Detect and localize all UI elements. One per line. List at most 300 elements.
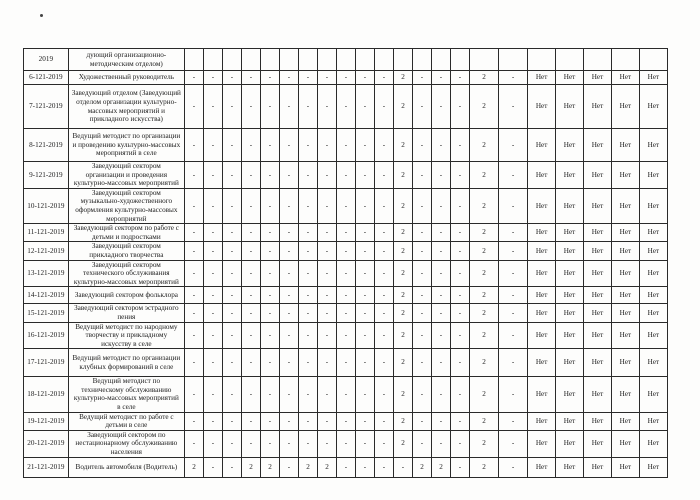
- table-cell: -: [222, 162, 241, 189]
- table-cell: -: [203, 188, 222, 223]
- table-cell: -: [336, 71, 355, 85]
- table-cell: Нет: [528, 260, 556, 287]
- table-cell: Нет: [556, 377, 584, 412]
- table-cell: -: [499, 224, 528, 242]
- table-cell: 2: [393, 224, 412, 242]
- table-cell: -: [412, 162, 431, 189]
- table-cell: Нет: [528, 349, 556, 377]
- table-cell: 2: [469, 349, 498, 377]
- table-cell: -: [260, 287, 279, 304]
- table-cell: 2: [393, 242, 412, 260]
- table-cell: -: [450, 85, 469, 129]
- table-cell: 2: [469, 287, 498, 304]
- row-position-title: Заведующий сектором организации и проведения культурно-массовых мероприятий: [68, 162, 184, 189]
- table-cell: -: [222, 322, 241, 349]
- row-code: 9-121-2019: [24, 162, 69, 189]
- row-code: 2019: [24, 49, 69, 71]
- row-code: 19-121-2019: [24, 412, 69, 430]
- table-cell: [184, 49, 203, 71]
- table-cell: -: [412, 129, 431, 162]
- table-cell: -: [355, 304, 374, 322]
- table-cell: [222, 49, 241, 71]
- table-cell: -: [374, 457, 393, 477]
- table-cell: -: [260, 430, 279, 457]
- row-position-title: Заведующий сектором по работе с детьми и подростками: [68, 224, 184, 242]
- table-cell: 2: [431, 457, 450, 477]
- table-cell: -: [317, 260, 336, 287]
- table-row: [24, 85, 668, 129]
- table-cell: -: [184, 412, 203, 430]
- table-cell: -: [336, 377, 355, 412]
- table-cell: -: [374, 322, 393, 349]
- table-cell: Нет: [583, 224, 611, 242]
- row-position-title: Ведущий методист по организации клубных формирований в селе: [68, 349, 184, 377]
- table-cell: -: [279, 224, 298, 242]
- scan-speck: [40, 14, 43, 17]
- table-cell: Нет: [611, 85, 639, 129]
- table-cell: -: [336, 129, 355, 162]
- table-cell: -: [279, 242, 298, 260]
- table-cell: 2: [412, 457, 431, 477]
- table-cell: Нет: [556, 430, 584, 457]
- table-cell: -: [317, 412, 336, 430]
- table-cell: Нет: [639, 71, 667, 85]
- table-cell: 2: [393, 349, 412, 377]
- table-cell: -: [355, 412, 374, 430]
- table-cell: -: [203, 162, 222, 189]
- table-cell: -: [431, 349, 450, 377]
- row-code: 20-121-2019: [24, 430, 69, 457]
- table-cell: -: [279, 457, 298, 477]
- table-cell: -: [222, 260, 241, 287]
- table-cell: -: [499, 412, 528, 430]
- table-cell: -: [184, 242, 203, 260]
- table-cell: -: [260, 260, 279, 287]
- table-cell: Нет: [556, 71, 584, 85]
- table-cell: -: [499, 322, 528, 349]
- table-cell: -: [355, 129, 374, 162]
- table-cell: -: [431, 129, 450, 162]
- table-cell: -: [450, 457, 469, 477]
- table-cell: Нет: [583, 188, 611, 223]
- table-cell: -: [298, 349, 317, 377]
- table-cell: -: [499, 242, 528, 260]
- table-cell: [639, 49, 667, 71]
- table-cell: -: [298, 304, 317, 322]
- table-cell: -: [241, 85, 260, 129]
- row-position-title: Заведующий отделом (Заведующий отделом организации культурно-массовых мероприятий и прикладного искусства): [68, 85, 184, 129]
- table-cell: -: [374, 162, 393, 189]
- table-cell: Нет: [583, 322, 611, 349]
- table-cell: -: [412, 377, 431, 412]
- table-cell: Нет: [528, 322, 556, 349]
- table-cell: -: [450, 322, 469, 349]
- table-cell: Нет: [528, 430, 556, 457]
- table-cell: -: [431, 322, 450, 349]
- table-cell: -: [450, 224, 469, 242]
- table-cell: -: [450, 430, 469, 457]
- table-cell: Нет: [639, 457, 667, 477]
- table-cell: -: [412, 242, 431, 260]
- table-cell: [412, 49, 431, 71]
- table-cell: -: [241, 287, 260, 304]
- table-cell: -: [374, 430, 393, 457]
- table-cell: -: [298, 129, 317, 162]
- table-cell: -: [184, 71, 203, 85]
- table-cell: -: [203, 412, 222, 430]
- table-cell: Нет: [528, 242, 556, 260]
- row-code: 11-121-2019: [24, 224, 69, 242]
- table-cell: 2: [469, 322, 498, 349]
- table-cell: 2: [469, 129, 498, 162]
- table-cell: -: [203, 71, 222, 85]
- table-cell: Нет: [528, 377, 556, 412]
- table-cell: -: [499, 377, 528, 412]
- table-cell: Нет: [556, 457, 584, 477]
- table-cell: -: [260, 188, 279, 223]
- table-cell: 2: [393, 377, 412, 412]
- table-cell: -: [203, 224, 222, 242]
- table-cell: Нет: [556, 260, 584, 287]
- table-cell: -: [412, 304, 431, 322]
- table-row: [24, 129, 668, 162]
- table-cell: -: [317, 162, 336, 189]
- table-cell: -: [298, 412, 317, 430]
- table-cell: -: [260, 322, 279, 349]
- table-cell: 2: [469, 188, 498, 223]
- table-cell: 2: [393, 260, 412, 287]
- table-cell: -: [279, 71, 298, 85]
- table-cell: -: [431, 412, 450, 430]
- table-cell: -: [412, 71, 431, 85]
- table-row: [24, 304, 668, 322]
- table-cell: -: [203, 287, 222, 304]
- table-cell: 2: [317, 457, 336, 477]
- table-cell: -: [412, 188, 431, 223]
- table-cell: -: [355, 287, 374, 304]
- table-cell: -: [374, 287, 393, 304]
- table-cell: -: [184, 162, 203, 189]
- table-cell: -: [336, 457, 355, 477]
- table-cell: Нет: [583, 457, 611, 477]
- row-code: 14-121-2019: [24, 287, 69, 304]
- table-cell: -: [298, 260, 317, 287]
- table-cell: -: [317, 430, 336, 457]
- row-code: 12-121-2019: [24, 242, 69, 260]
- table-cell: -: [317, 129, 336, 162]
- table-cell: -: [499, 304, 528, 322]
- table-row: [24, 377, 668, 412]
- table-cell: Нет: [528, 85, 556, 129]
- table-cell: -: [499, 188, 528, 223]
- table-cell: -: [374, 412, 393, 430]
- table-cell: -: [499, 260, 528, 287]
- table-cell: -: [450, 377, 469, 412]
- table-cell: Нет: [611, 349, 639, 377]
- table-cell: -: [374, 224, 393, 242]
- table-cell: -: [431, 377, 450, 412]
- table-cell: 2: [393, 287, 412, 304]
- table-cell: -: [355, 224, 374, 242]
- table-row: [24, 457, 668, 477]
- table-cell: -: [184, 287, 203, 304]
- table-cell: Нет: [528, 188, 556, 223]
- table-cell: -: [499, 457, 528, 477]
- table-row: [24, 322, 668, 349]
- table-cell: -: [499, 349, 528, 377]
- table-cell: -: [279, 412, 298, 430]
- table-cell: -: [412, 430, 431, 457]
- table-cell: [583, 49, 611, 71]
- table-cell: -: [279, 260, 298, 287]
- table-cell: Нет: [639, 260, 667, 287]
- table-cell: -: [499, 85, 528, 129]
- table-cell: -: [336, 188, 355, 223]
- table-cell: 2: [393, 412, 412, 430]
- table-cell: -: [374, 377, 393, 412]
- table-cell: [431, 49, 450, 71]
- table-cell: 2: [469, 377, 498, 412]
- table-cell: -: [279, 430, 298, 457]
- row-position-title: Водитель автомобиля (Водитель): [68, 457, 184, 477]
- row-code: 7-121-2019: [24, 85, 69, 129]
- table-cell: 2: [469, 430, 498, 457]
- table-cell: -: [203, 349, 222, 377]
- table-cell: -: [260, 71, 279, 85]
- table-cell: -: [374, 85, 393, 129]
- table-cell: -: [241, 162, 260, 189]
- table-cell: -: [241, 412, 260, 430]
- table-cell: Нет: [556, 85, 584, 129]
- table-cell: -: [298, 188, 317, 223]
- table-cell: Нет: [639, 287, 667, 304]
- table-cell: 2: [469, 457, 498, 477]
- table-cell: -: [184, 322, 203, 349]
- table-cell: 2: [469, 224, 498, 242]
- table-cell: -: [279, 287, 298, 304]
- table-cell: 2: [298, 457, 317, 477]
- table-cell: 2: [393, 322, 412, 349]
- table-cell: [528, 49, 556, 71]
- table-cell: -: [203, 322, 222, 349]
- row-code: 17-121-2019: [24, 349, 69, 377]
- table-cell: -: [431, 224, 450, 242]
- table-cell: Нет: [583, 412, 611, 430]
- table-cell: Нет: [611, 412, 639, 430]
- table-cell: -: [222, 349, 241, 377]
- table-cell: -: [317, 224, 336, 242]
- row-code: 16-121-2019: [24, 322, 69, 349]
- table-cell: [279, 49, 298, 71]
- table-cell: -: [450, 188, 469, 223]
- table-cell: -: [412, 412, 431, 430]
- table-cell: -: [184, 349, 203, 377]
- table-cell: -: [355, 260, 374, 287]
- table-cell: Нет: [611, 188, 639, 223]
- table-cell: -: [241, 71, 260, 85]
- table-cell: -: [393, 457, 412, 477]
- table-cell: [374, 49, 393, 71]
- table-cell: -: [336, 304, 355, 322]
- table-cell: Нет: [556, 224, 584, 242]
- table-cell: 2: [393, 188, 412, 223]
- table-cell: Нет: [639, 188, 667, 223]
- table-cell: -: [241, 260, 260, 287]
- table-cell: -: [336, 260, 355, 287]
- table-cell: -: [184, 129, 203, 162]
- table-cell: -: [241, 377, 260, 412]
- table-cell: 2: [469, 304, 498, 322]
- table-cell: -: [279, 85, 298, 129]
- row-position-title: Ведущий методист по организации и проведению культурно-массовых мероприятий в селе: [68, 129, 184, 162]
- table-cell: -: [260, 349, 279, 377]
- table-cell: -: [317, 188, 336, 223]
- table-cell: Нет: [583, 85, 611, 129]
- table-cell: -: [317, 349, 336, 377]
- table-row: [24, 162, 668, 189]
- table-cell: -: [450, 287, 469, 304]
- table-cell: -: [279, 162, 298, 189]
- table-cell: Нет: [556, 349, 584, 377]
- table-cell: -: [298, 162, 317, 189]
- table-cell: -: [222, 71, 241, 85]
- table-cell: -: [317, 377, 336, 412]
- table-cell: Нет: [639, 85, 667, 129]
- table-cell: Нет: [639, 129, 667, 162]
- table-cell: -: [203, 242, 222, 260]
- table-cell: -: [412, 224, 431, 242]
- table-cell: Нет: [611, 377, 639, 412]
- table-cell: -: [184, 377, 203, 412]
- table-cell: -: [374, 129, 393, 162]
- table-cell: 2: [469, 242, 498, 260]
- table-cell: Нет: [583, 377, 611, 412]
- table-cell: -: [260, 162, 279, 189]
- working-conditions-table: [23, 48, 668, 478]
- table-cell: -: [336, 412, 355, 430]
- table-cell: Нет: [639, 162, 667, 189]
- table-cell: -: [298, 287, 317, 304]
- table-cell: [317, 49, 336, 71]
- table-cell: -: [431, 242, 450, 260]
- table-cell: Нет: [556, 129, 584, 162]
- table-cell: -: [431, 430, 450, 457]
- table-cell: -: [222, 129, 241, 162]
- table-cell: -: [222, 304, 241, 322]
- table-cell: 2: [393, 430, 412, 457]
- table-cell: Нет: [639, 377, 667, 412]
- table-cell: -: [450, 260, 469, 287]
- table-cell: -: [317, 242, 336, 260]
- table-cell: -: [279, 129, 298, 162]
- table-cell: Нет: [639, 412, 667, 430]
- row-position-title: Заведующий сектором музыкально-художественного оформления культурно-массовых мероприятий: [68, 188, 184, 223]
- table-cell: Нет: [639, 304, 667, 322]
- row-code: 6-121-2019: [24, 71, 69, 85]
- table-cell: -: [431, 287, 450, 304]
- table-cell: -: [317, 287, 336, 304]
- table-cell: -: [260, 242, 279, 260]
- table-cell: -: [431, 85, 450, 129]
- table-row: [24, 287, 668, 304]
- table-cell: -: [203, 430, 222, 457]
- table-cell: -: [298, 224, 317, 242]
- table-cell: Нет: [611, 287, 639, 304]
- table-cell: -: [317, 85, 336, 129]
- table-cell: -: [279, 349, 298, 377]
- table-cell: -: [374, 188, 393, 223]
- table-cell: Нет: [556, 412, 584, 430]
- table-cell: -: [241, 242, 260, 260]
- table-cell: -: [260, 85, 279, 129]
- table-cell: [203, 49, 222, 71]
- row-position-title: Заведующий сектором технического обслуживания культурно-массовых мероприятий: [68, 260, 184, 287]
- table-cell: 2: [469, 162, 498, 189]
- row-code: 18-121-2019: [24, 377, 69, 412]
- row-position-title: Ведущий методист по работе с детьми в селе: [68, 412, 184, 430]
- table-cell: Нет: [583, 304, 611, 322]
- table-cell: Нет: [556, 304, 584, 322]
- table-cell: -: [279, 322, 298, 349]
- table-cell: Нет: [528, 287, 556, 304]
- row-position-title: Ведущий методист по народному творчеству и прикладному искусству в селе: [68, 322, 184, 349]
- table-cell: Нет: [528, 129, 556, 162]
- table-cell: 2: [469, 71, 498, 85]
- table-cell: -: [355, 71, 374, 85]
- table-cell: -: [450, 129, 469, 162]
- row-position-title: Заведующий сектором прикладного творчества: [68, 242, 184, 260]
- table-cell: -: [499, 71, 528, 85]
- table-cell: -: [499, 430, 528, 457]
- table-cell: [499, 49, 528, 71]
- table-cell: -: [336, 242, 355, 260]
- table-cell: -: [431, 304, 450, 322]
- table-cell: -: [317, 304, 336, 322]
- table-cell: -: [336, 85, 355, 129]
- table-cell: -: [336, 287, 355, 304]
- table-cell: -: [431, 188, 450, 223]
- table-cell: -: [298, 71, 317, 85]
- table-cell: -: [184, 430, 203, 457]
- table-cell: Нет: [611, 304, 639, 322]
- table-row: [24, 349, 668, 377]
- table-cell: -: [336, 162, 355, 189]
- table-cell: -: [374, 242, 393, 260]
- table-cell: Нет: [611, 129, 639, 162]
- table-cell: -: [222, 377, 241, 412]
- table-cell: -: [431, 260, 450, 287]
- table-cell: Нет: [583, 349, 611, 377]
- table-cell: -: [355, 430, 374, 457]
- table-cell: -: [203, 377, 222, 412]
- table-row: [24, 188, 668, 223]
- table-cell: Нет: [611, 162, 639, 189]
- table-cell: Нет: [583, 287, 611, 304]
- table-cell: Нет: [528, 71, 556, 85]
- table-cell: -: [279, 377, 298, 412]
- table-cell: Нет: [556, 287, 584, 304]
- table-cell: Нет: [583, 162, 611, 189]
- table-cell: -: [260, 129, 279, 162]
- table-cell: Нет: [611, 260, 639, 287]
- table-cell: Нет: [639, 349, 667, 377]
- table-cell: -: [499, 287, 528, 304]
- table-cell: [556, 49, 584, 71]
- table-cell: -: [222, 457, 241, 477]
- table-cell: -: [241, 430, 260, 457]
- table-cell: -: [222, 430, 241, 457]
- table-cell: -: [317, 322, 336, 349]
